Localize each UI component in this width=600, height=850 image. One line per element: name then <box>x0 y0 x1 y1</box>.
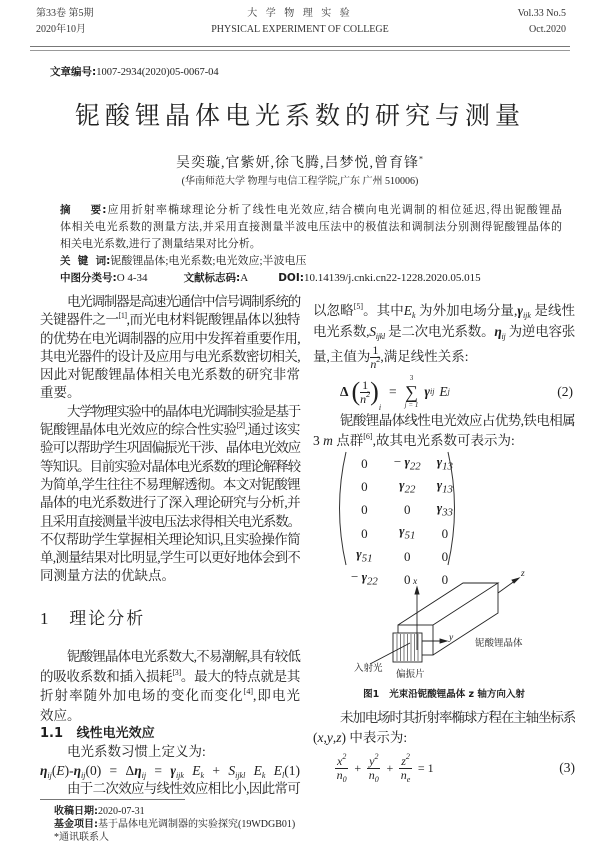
math-symbol: E <box>253 762 262 778</box>
text-line: 不仅帮助学生掌握相关理论知识,且实验操作简 <box>40 531 300 547</box>
matrix-cell: 0 <box>404 571 411 587</box>
math-symbol: η <box>40 762 48 778</box>
article-number-label: 文章编号: <box>50 66 97 78</box>
doc-code-value: A <box>240 272 249 284</box>
math-symbol: η <box>73 762 82 778</box>
subscript: 13 <box>442 460 453 473</box>
math-symbol: E <box>403 303 413 318</box>
sub-o: 0 <box>342 774 347 784</box>
text-line: 其电光器件的设计及应用与电光系数密切相关, <box>40 348 300 364</box>
volume-issue: 第33卷 第5期 <box>36 8 94 19</box>
label-crystal: 铌酸锂晶体 <box>475 639 523 649</box>
numerator: 1 <box>362 377 369 392</box>
received-value: 2020-07-31 <box>98 806 145 817</box>
math-symbol: γ <box>170 762 176 778</box>
equals-one: = 1 <box>417 760 434 775</box>
label-z-axis: z <box>521 569 525 579</box>
matrix-paren-right <box>448 452 455 565</box>
exp: 2 <box>405 751 410 761</box>
right-text-c <box>313 708 575 748</box>
fraction-z <box>399 751 412 784</box>
subscript: 22 <box>404 483 416 496</box>
x: x <box>337 753 343 768</box>
matrix-cell: 0 <box>361 456 368 472</box>
exp: 2 <box>342 751 347 761</box>
plus: + <box>354 760 362 775</box>
text-line: 未加电场时其折射率椭球方程在主轴坐标系 <box>340 710 575 725</box>
text-line: 因此对铌酸锂晶体相关电光系数的研究非常 <box>40 367 300 383</box>
text-line: 效应。 <box>40 707 81 723</box>
math-symbol: γ <box>361 569 368 585</box>
z: z <box>401 753 406 768</box>
crystal-drawing <box>370 578 519 664</box>
matrix-cell: 0 <box>361 502 368 518</box>
sub-e: e <box>406 774 411 784</box>
math-symbol: E <box>192 762 201 778</box>
matrix-cell: 0 <box>404 548 411 564</box>
math-symbol: E <box>273 762 283 778</box>
fund-label: 基金项目: <box>54 819 98 830</box>
text-line: 以忽略[5]。其中$E_k$ 为外加电场分量$,\gamma_{ijk}$ 是线性 <box>313 302 576 320</box>
authors: 吴奕璇,官紫妍,徐飞腾,吕梦悦,曾育锋 <box>176 156 419 171</box>
affiliation: (华南师范大学 物理与电信工程学院,广东 广州 510006) <box>181 176 419 187</box>
text-line: 验可以帮助学生巩固偏振光干涉、晶体电光效应 <box>40 440 300 456</box>
fund-value: 基于晶体电光调制器的实验探究(19WDGB01) <box>98 819 296 830</box>
citation: [3] <box>172 667 181 677</box>
subscript: 51 <box>404 529 416 542</box>
text-line: 电光系数$,S_{ijkl}$ 是二次电光系数。$\eta_{ij}$ 为逆电容张 <box>313 324 576 341</box>
sum-bottom: j = 1 <box>404 401 419 409</box>
z-axis-arrow <box>512 578 519 583</box>
subscript: l <box>282 770 285 780</box>
crystal-top-face <box>398 583 498 625</box>
doc-code-label: 文献标志码: <box>183 272 241 284</box>
abstract-line: 体相关电光系数的测量方法,并采用直接测量半波电压法中的极值法和调制法分别测得铌酸锂晶体的 <box>60 221 562 233</box>
math-symbol: S <box>228 762 236 778</box>
equals: = <box>389 384 397 399</box>
math-symbol: γ <box>399 477 405 493</box>
matrix-cell: 0 <box>361 479 368 495</box>
subscript: 22 <box>367 576 378 589</box>
subscript: ij <box>81 770 86 780</box>
math-symbol: γ <box>399 523 405 539</box>
numerator: 1 <box>372 343 379 358</box>
doi-value: 10.14139/j.cnki.cn22-1228.2020.05.015 <box>303 272 481 284</box>
issue-date-en: Oct.2020 <box>529 24 566 35</box>
label-y-axis: y <box>449 633 454 643</box>
subscript: ij <box>141 770 147 780</box>
keywords-label: 关 键 词: <box>60 255 111 267</box>
subscript: k <box>200 770 205 780</box>
math-symbol: γ <box>436 477 443 493</box>
sum-symbol: ∑ <box>405 382 418 402</box>
abstract-line: 相关电光系数,进行了测量结果对比分析。 <box>60 238 261 250</box>
text-line: (x,y,z) 中表示为: <box>313 730 408 745</box>
clc-label: 中图分类号: <box>60 272 117 284</box>
corresponding-mark: * <box>419 154 424 164</box>
gamma: γ <box>424 384 430 399</box>
received-label: 收稿日期: <box>54 806 98 817</box>
abstract-label: 摘 要: <box>60 204 107 216</box>
y: y <box>369 753 375 768</box>
subscript: ijk <box>175 770 184 780</box>
math-symbol: η <box>134 762 142 778</box>
text: 量,主值为 <box>313 349 371 364</box>
subsection-heading: 1.1 线性电光效应 <box>40 726 155 741</box>
subscript: ij <box>501 332 506 341</box>
text-line: 电光系数习惯上定义为: <box>67 744 206 759</box>
exp: 2 <box>374 751 379 761</box>
sub-o: 0 <box>374 774 379 784</box>
fraction-y <box>367 751 380 784</box>
math-symbol: η <box>494 324 502 339</box>
clc-value: O 4-34 <box>116 272 148 284</box>
journal-name-en: PHYSICAL EXPERIMENT OF COLLEGE <box>211 24 389 35</box>
text-line: 大学物理实验中的晶体电光调制实验是基于 <box>67 403 300 419</box>
text-line: 等知识。目前实验对晶体电光系数的理论解释较 <box>40 458 300 474</box>
math-symbol: S <box>369 324 376 339</box>
citation: [2] <box>236 421 245 431</box>
subscript: 22 <box>409 460 421 473</box>
subscript: 33 <box>442 506 453 519</box>
exp: 2 <box>376 355 381 365</box>
label-polarizer: 偏振片 <box>396 670 425 680</box>
n: n <box>400 767 407 782</box>
x-axis-arrow <box>415 587 419 594</box>
math-symbol: m <box>323 433 333 448</box>
paren-open: ( <box>351 377 361 406</box>
equation-number: (3) <box>559 760 575 775</box>
abstract-text: 应用折射率椭球理论分析了线性电光效应,结合横向电光调制的相位延迟,得出铌酸锂晶 <box>106 204 562 216</box>
matrix-paren-left <box>340 452 347 565</box>
doi-label: DOI: <box>278 272 304 284</box>
text-line: 折射率随外加电场的变化而变化[4],即电光 <box>40 687 300 703</box>
n: n <box>360 391 367 406</box>
text-line: $\eta_{ij}(E)-\eta_{ij}(0) = \Delta\eta_{ij} = \gamma_{ijk}$ $E_k + S_{ijkl}$ $E_k$ $E_l(1)$ <box>40 762 301 780</box>
text-line: 晶体的电光系数进行了深入理论研究与分析,并 <box>40 495 300 511</box>
equation-2: Δ ( $\frac{1}{n^2}$ ) i = 3 ∑ j = 1 γ ij E j (2) <box>340 374 573 412</box>
paren-close: ) <box>370 377 379 406</box>
article-number-value: 1007-2934(2020)05-0067-04 <box>96 67 219 78</box>
paper-title: 铌酸锂晶体电光系数的研究与测量 <box>74 101 525 130</box>
volume-en: Vol.33 No.5 <box>517 8 566 19</box>
text: − <box>393 454 405 469</box>
citation: [4] <box>243 687 253 696</box>
sum-top: 3 <box>409 374 414 382</box>
math-symbol: y <box>326 730 333 745</box>
subscript: ijkl <box>375 332 385 341</box>
matrix-cell: 0 <box>441 525 449 541</box>
fraction-x <box>335 751 348 784</box>
n: n <box>370 357 377 372</box>
text-line: 为简单,学生往往不易理解透彻。本文对铌酸锂 <box>40 476 300 492</box>
math-symbol: γ <box>436 500 443 516</box>
subscript: ijkl <box>235 770 246 780</box>
matrix-cell: 0 <box>404 502 411 518</box>
exp: 2 <box>366 389 371 399</box>
math-symbol: γ <box>436 454 443 469</box>
E: E <box>439 384 448 399</box>
keywords-value: 铌酸锂晶体;电光系数;电光效应;半波电压 <box>110 255 307 267</box>
subscript: ijk <box>522 311 531 320</box>
text-line: 关键器件之一[1],而光电材料铌酸锂晶体以独特 <box>40 311 300 328</box>
n: n <box>336 767 343 782</box>
matrix-cell: 0 <box>361 525 368 541</box>
text-line: 同测量方法的优缺点。 <box>40 568 175 584</box>
text-line: 的吸收系数和插入损耗[3]。最大的特点就是其 <box>40 667 300 684</box>
label-x-axis: x <box>413 577 418 587</box>
text-line: 电光调制器是高速光通信中信号调制系统的 <box>67 294 300 309</box>
text-line: 铌酸锂晶体电光效应的综合性实验[2],通过该实 <box>40 421 300 438</box>
text: − <box>351 569 362 585</box>
corresponding-note: *通讯联系人 <box>54 832 109 843</box>
text-line: 重要。 <box>40 385 81 401</box>
citation: [5] <box>353 302 364 311</box>
matrix-cell: 0 <box>441 548 449 564</box>
subscript: k <box>412 311 416 320</box>
subscript: 13 <box>442 483 453 496</box>
label-incident-light: 入射光 <box>354 664 383 674</box>
math-symbol: E <box>56 762 65 778</box>
plus: + <box>386 760 394 775</box>
issue-date-cn: 2020年10月 <box>36 24 86 35</box>
text-line: 单,测量结果对比明显,学生可以更好地体会到不 <box>40 550 300 566</box>
text: ,满足线性关系: <box>380 349 469 364</box>
text-line: 铌酸锂晶体电光系数大,不易潮解,具有较低 <box>67 649 300 664</box>
equation-3 <box>335 752 575 784</box>
figure-caption: 图1 光束沿铌酸锂晶体 z 轴方向入射 <box>363 689 525 700</box>
text-line: 由于二次效应与线性效应相比小,因此常可 <box>67 781 300 796</box>
text-line: 3 m 点群[6],故其电光系数可表示为: <box>313 432 515 448</box>
text-line: 铌酸锂晶体线性电光效应占优势,铁电相属 <box>340 413 575 428</box>
delta: Δ <box>340 384 349 399</box>
y-axis-arrow <box>440 639 447 643</box>
text-line: 的优势在电光调制器的应用中发挥着重要作用, <box>40 330 300 346</box>
section-heading: 1 理论分析 <box>40 609 146 628</box>
math-symbol: z <box>336 730 342 745</box>
subscript: ij <box>47 770 52 780</box>
equation-number: (2) <box>557 384 573 399</box>
journal-name-cn: 大 学 物 理 实 验 <box>247 8 353 19</box>
n: n <box>368 767 375 782</box>
citation: [1] <box>118 311 127 321</box>
math-symbol: γ <box>356 546 362 562</box>
math-symbol: γ <box>517 303 523 318</box>
subscript: k <box>261 770 266 780</box>
text-line: 且采用直接测量半波电压法求得相关电光系数。 <box>40 513 300 529</box>
math-symbol: γ <box>404 454 410 469</box>
matrix-cell: 0 <box>441 571 449 587</box>
citation: [6] <box>363 432 373 441</box>
math-symbol: x <box>317 730 324 745</box>
subscript: 51 <box>361 552 373 565</box>
